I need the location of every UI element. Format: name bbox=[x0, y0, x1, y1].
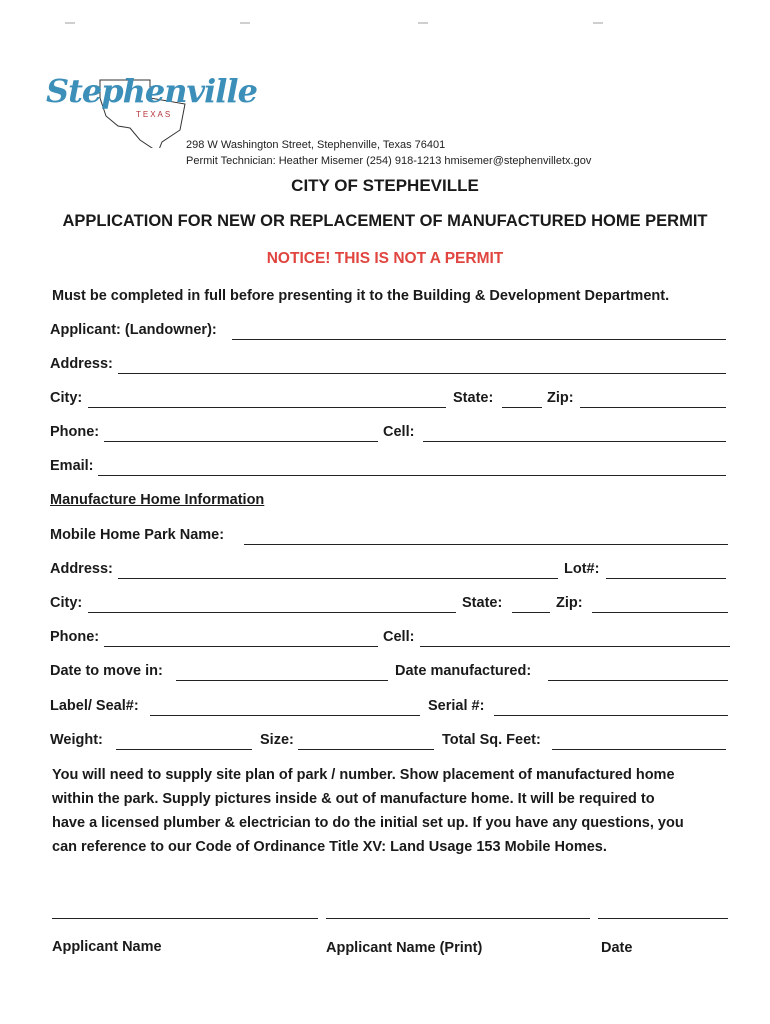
serial-label: Serial #: bbox=[428, 698, 485, 714]
home-cell-field[interactable] bbox=[420, 646, 730, 647]
city-field[interactable] bbox=[88, 407, 446, 408]
address-field[interactable] bbox=[118, 373, 726, 374]
instructions-line: within the park. Supply pictures inside & out of manufacture home. It will be required to bbox=[52, 791, 655, 807]
move-in-field[interactable] bbox=[176, 680, 388, 681]
home-zip-label: Zip: bbox=[556, 595, 583, 611]
sqft-field[interactable] bbox=[552, 749, 726, 750]
weight-field[interactable] bbox=[116, 749, 252, 750]
instructions-line: You will need to supply site plan of park / number. Show placement of manufactured home bbox=[52, 767, 675, 783]
city-label: City: bbox=[50, 390, 83, 406]
size-field[interactable] bbox=[298, 749, 434, 750]
move-in-label: Date to move in: bbox=[50, 663, 163, 679]
header-contact: Permit Technician: Heather Misemer (254) 918-1213 hmisemer@stephenvilletx.gov bbox=[186, 155, 592, 167]
manufactured-field[interactable] bbox=[548, 680, 728, 681]
instructions-line: have a licensed plumber & electrician to do the initial set up. If you have any questions, you bbox=[52, 815, 684, 831]
phone-label: Phone: bbox=[50, 424, 100, 440]
home-phone-field[interactable] bbox=[104, 646, 378, 647]
section-title: Manufacture Home Information bbox=[50, 492, 265, 508]
scan-mark bbox=[65, 22, 75, 24]
email-field[interactable] bbox=[98, 475, 726, 476]
home-address-field[interactable] bbox=[118, 578, 558, 579]
city-title: CITY OF STEPHEVILLE bbox=[291, 176, 479, 195]
state-field[interactable] bbox=[502, 407, 542, 408]
home-phone-label: Phone: bbox=[50, 629, 100, 645]
applicant-name-label: Applicant Name bbox=[52, 939, 162, 955]
seal-field[interactable] bbox=[150, 715, 420, 716]
home-address-label: Address: bbox=[50, 561, 113, 577]
home-zip-field[interactable] bbox=[592, 612, 728, 613]
email-label: Email: bbox=[50, 458, 94, 474]
notice-banner: NOTICE! THIS IS NOT A PERMIT bbox=[266, 250, 504, 267]
home-city-field[interactable] bbox=[88, 612, 456, 613]
scan-mark bbox=[593, 22, 603, 24]
applicant-print-label: Applicant Name (Print) bbox=[326, 940, 483, 956]
home-cell-label: Cell: bbox=[383, 629, 415, 645]
zip-field[interactable] bbox=[580, 407, 726, 408]
application-title: APPLICATION FOR NEW OR REPLACEMENT OF MANUFACTURED HOME PERMIT bbox=[62, 212, 708, 230]
applicant-print-field[interactable] bbox=[326, 918, 590, 919]
instruction-text: Must be completed in full before presenting it to the Building & Development Department. bbox=[52, 288, 670, 304]
scan-mark bbox=[240, 22, 250, 24]
size-label: Size: bbox=[260, 732, 294, 748]
applicant-signature-field[interactable] bbox=[52, 918, 318, 919]
logo-tagline: TEXAS bbox=[136, 110, 173, 119]
scan-mark bbox=[418, 22, 428, 24]
phone-field[interactable] bbox=[104, 441, 378, 442]
home-state-label: State: bbox=[462, 595, 503, 611]
home-city-label: City: bbox=[50, 595, 83, 611]
header-address: 298 W Washington Street, Stephenville, Texas 76401 bbox=[186, 139, 446, 151]
state-label: State: bbox=[453, 390, 494, 406]
city-logo bbox=[40, 68, 257, 148]
cell-field[interactable] bbox=[423, 441, 726, 442]
home-state-field[interactable] bbox=[512, 612, 550, 613]
date-field[interactable] bbox=[598, 918, 728, 919]
applicant-field[interactable] bbox=[232, 339, 726, 340]
seal-label: Label/ Seal#: bbox=[50, 698, 139, 714]
address-label: Address: bbox=[50, 356, 113, 372]
applicant-label: Applicant: (Landowner): bbox=[50, 322, 217, 338]
zip-label: Zip: bbox=[547, 390, 574, 406]
park-name-field[interactable] bbox=[244, 544, 728, 545]
park-name-label: Mobile Home Park Name: bbox=[50, 527, 225, 543]
instructions-line: can reference to our Code of Ordinance Title XV: Land Usage 153 Mobile Homes. bbox=[52, 839, 607, 855]
instructions-paragraph bbox=[52, 763, 742, 859]
manufactured-label: Date manufactured: bbox=[395, 663, 532, 679]
lot-field[interactable] bbox=[606, 578, 726, 579]
logo-wordmark: Stephenville bbox=[46, 72, 257, 110]
weight-label: Weight: bbox=[50, 732, 103, 748]
sqft-label: Total Sq. Feet: bbox=[442, 732, 541, 748]
serial-field[interactable] bbox=[494, 715, 728, 716]
lot-label: Lot#: bbox=[564, 561, 600, 577]
cell-label: Cell: bbox=[383, 424, 415, 440]
date-label: Date bbox=[601, 940, 633, 956]
